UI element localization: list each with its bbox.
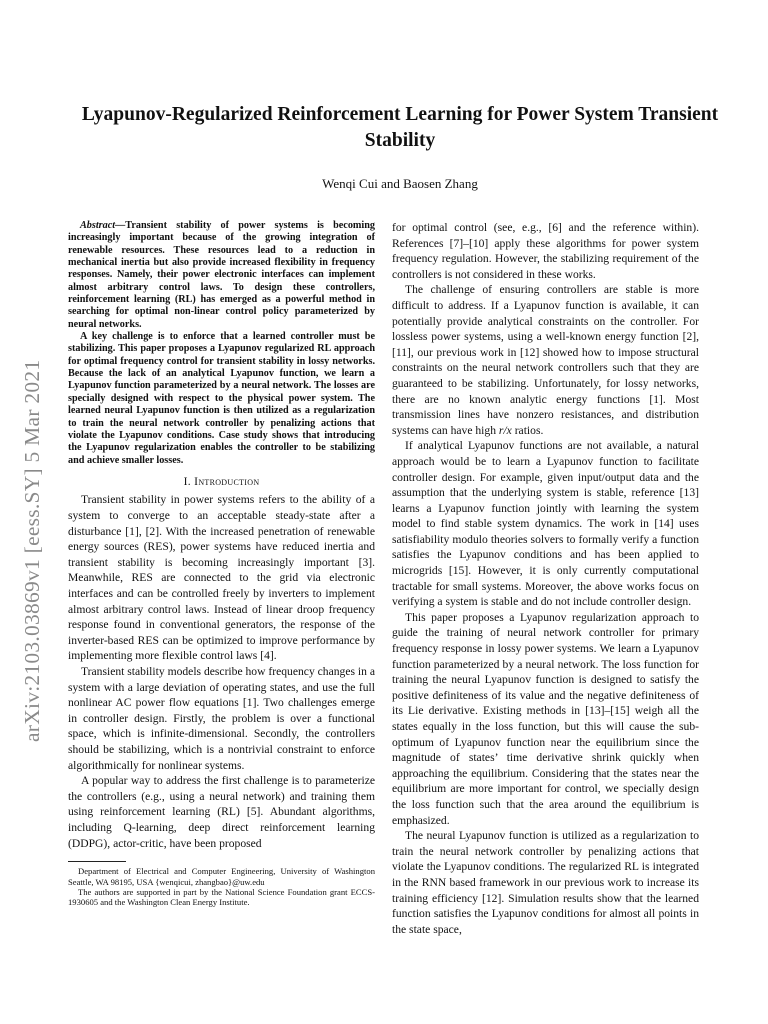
intro-paragraph-3: A popular way to address the first challenge is to parameterize the controllers (e.g., using a neural network) and training them using reinforcement learning (RL) [5]. Abundant algorithms, including Q-learning, deep direct reinforcement learning (DDPG), actor-critic, have been proposed [68,774,375,850]
section-title-text: Introduction [194,474,260,488]
abstract [68,220,375,467]
footnotes [68,866,375,908]
paper-authors: Wenqi Cui and Baosen Zhang [322,176,478,191]
abstract-paragraph-2: A key challenge is to enforce that a learned controller must be stabilizing. This paper proposes a Lyapunov regularized RL approach for optimal frequency control for transient stability in lossy networks. Because the lack of an analytical Lyapunov function, we learn a Lyapunov function parameterized by a neural network. The losses are specially designed with respect to the physical power system. The learned neural Lyapunov function is then utilized as a regularization to train the neural network controller by penalizing actions that violate the Lyapunov conditions. Case study shows that introducing the Lyapunov regularization enables the controller to be stabilizing and achieve smaller losses. [68,331,375,466]
arxiv-identifier: arXiv:2103.03869v1 [eess.SY] 5 Mar 2021 [20,359,44,742]
section-heading-introduction [68,474,375,490]
right-paragraph-2-end: ratios. [511,423,544,437]
footnote-funding: The authors are supported in part by the National Science Foundation grant ECCS-1930605 and the Washington Clean Energy Institute. [68,886,375,908]
left-column [68,220,375,908]
intro-paragraph-2: Transient stability models describe how frequency changes in a system with a large deviation of operating states, and use the full nonlinear AC power flow equations [1]. Two challenges emerge in controller design. Firstly, the problem is over a functional space, which is infinite-dimensional. Secondly, the controllers should be stabilizing, which is a nontrivial constraint to enforce algorithmically for nonlinear systems. [68,665,375,772]
right-paragraph-4: This paper proposes a Lyapunov regularization approach to guide the training of neural network controller for primary frequency response in lossy power systems. We learn a Lyapunov function parameterized by a neural network. The loss function for training the neural Lyapunov function is designed to satisfy the positive definiteness of its value and the negative definiteness of its Lie derivative. Existing methods in [13]–[15] weigh all the states equally in the loss function, but this will cause the sub-optimum of Lyapunov function near the equilibrium since the magnitude of states’ time derivative shrink quickly when approaching the equilibrium. Considering that the states near the equilibrium are more important for control, we specially design the loss function such that the area around the equilibrium is emphasized. [392,610,699,827]
right-paragraph-2-text: The challenge of ensuring controllers are stable is more difficult to address. If a Lyapunov function is available, it can potentially provide analytical constraints on the controller. For lossless power systems, using a well-known energy function [2], [11], our previous work in [12] showed how to impose structural constraints on the neural network controllers such that they are guaranteed to be stabilizing. Unfortunately, for lossy networks, there are no known analytic energy functions [1]. Most transmission lines have nonzero resistances, and distribution systems can have high [392,283,699,437]
right-column [392,220,699,937]
rx-ratio-math: r/x [498,423,512,437]
section-number: I. [183,474,191,488]
right-paragraph-1: for optimal control (see, e.g., [6] and the reference within). References [7]–[10] apply these algorithms for power system frequency regulation. However, the stabilizing requirement of the controllers is not considered in these works. [392,221,699,281]
right-paragraph-3: If analytical Lyapunov functions are not available, a natural approach would be to learn a Lyapunov function to facilitate controller design. For example, given input/output data and the assumption that the underlying system is stable, reference [13] learns a Lyapunov function jointly with learning the system model to find stable system dynamics. The work in [14] uses satisfiability modulo theories solvers to formally verify a function satisfies the Lyapunov conditions and has been applied to microgrids [15]. However, it is only currently computational tractable for small systems. Moreover, the above works focus on verifying a system is stable and do not include controller design. [392,439,699,609]
abstract-paragraph-1: Transient stability of power systems is becoming increasingly important because of the growing integration of renewable resources. These resources lead to a reduction in mechanical inertia but also provide increased flexibility in frequency responses. Namely, their power electronic interfaces can implement almost arbitrary control laws. To design these controllers, reinforcement learning (RL) has emerged as a powerful method in searching for optimal non-linear control policy parameterized by neural networks. [68,220,375,330]
footnote-affiliation: Department of Electrical and Computer Engineering, University of Washington Seattle, WA 98195, USA {wenqicui, zhangbao}@uw.edu [68,866,375,887]
right-paragraph-2 [392,282,699,438]
paper-title: Lyapunov-Regularized Reinforcement Learning for Power System Transient Stability [81,104,719,151]
abstract-label: Abstract— [80,220,126,231]
right-paragraph-5: The neural Lyapunov function is utilized as a regularization to train the neural network controller by penalizing actions that violate the Lyapunov conditions. The regularized RL is integrated in the RNN based framework in our previous work to increase its training efficiency [12]. Simulation results show that the learned function satisfies the Lyapunov conditions for almost all points in the state space, [392,829,699,936]
footnote-divider [68,861,126,862]
intro-paragraph-1: Transient stability in power systems refers to the ability of a system to converge to an acceptable steady-state after a disturbance [1], [2]. With the increased penetration of renewable energy sources (RES), power systems have reduced inertia and transient stability is becoming increasingly important [3]. Meanwhile, RES are connected to the grid via electronic interfaces and can be controlled freely by inverters to implement almost arbitrary control laws. Instead of linear droop frequency response found in conventional generators, the response of the inverter-based RES can be optimized to improve performance by implementing more flexible control laws [4]. [68,493,375,663]
